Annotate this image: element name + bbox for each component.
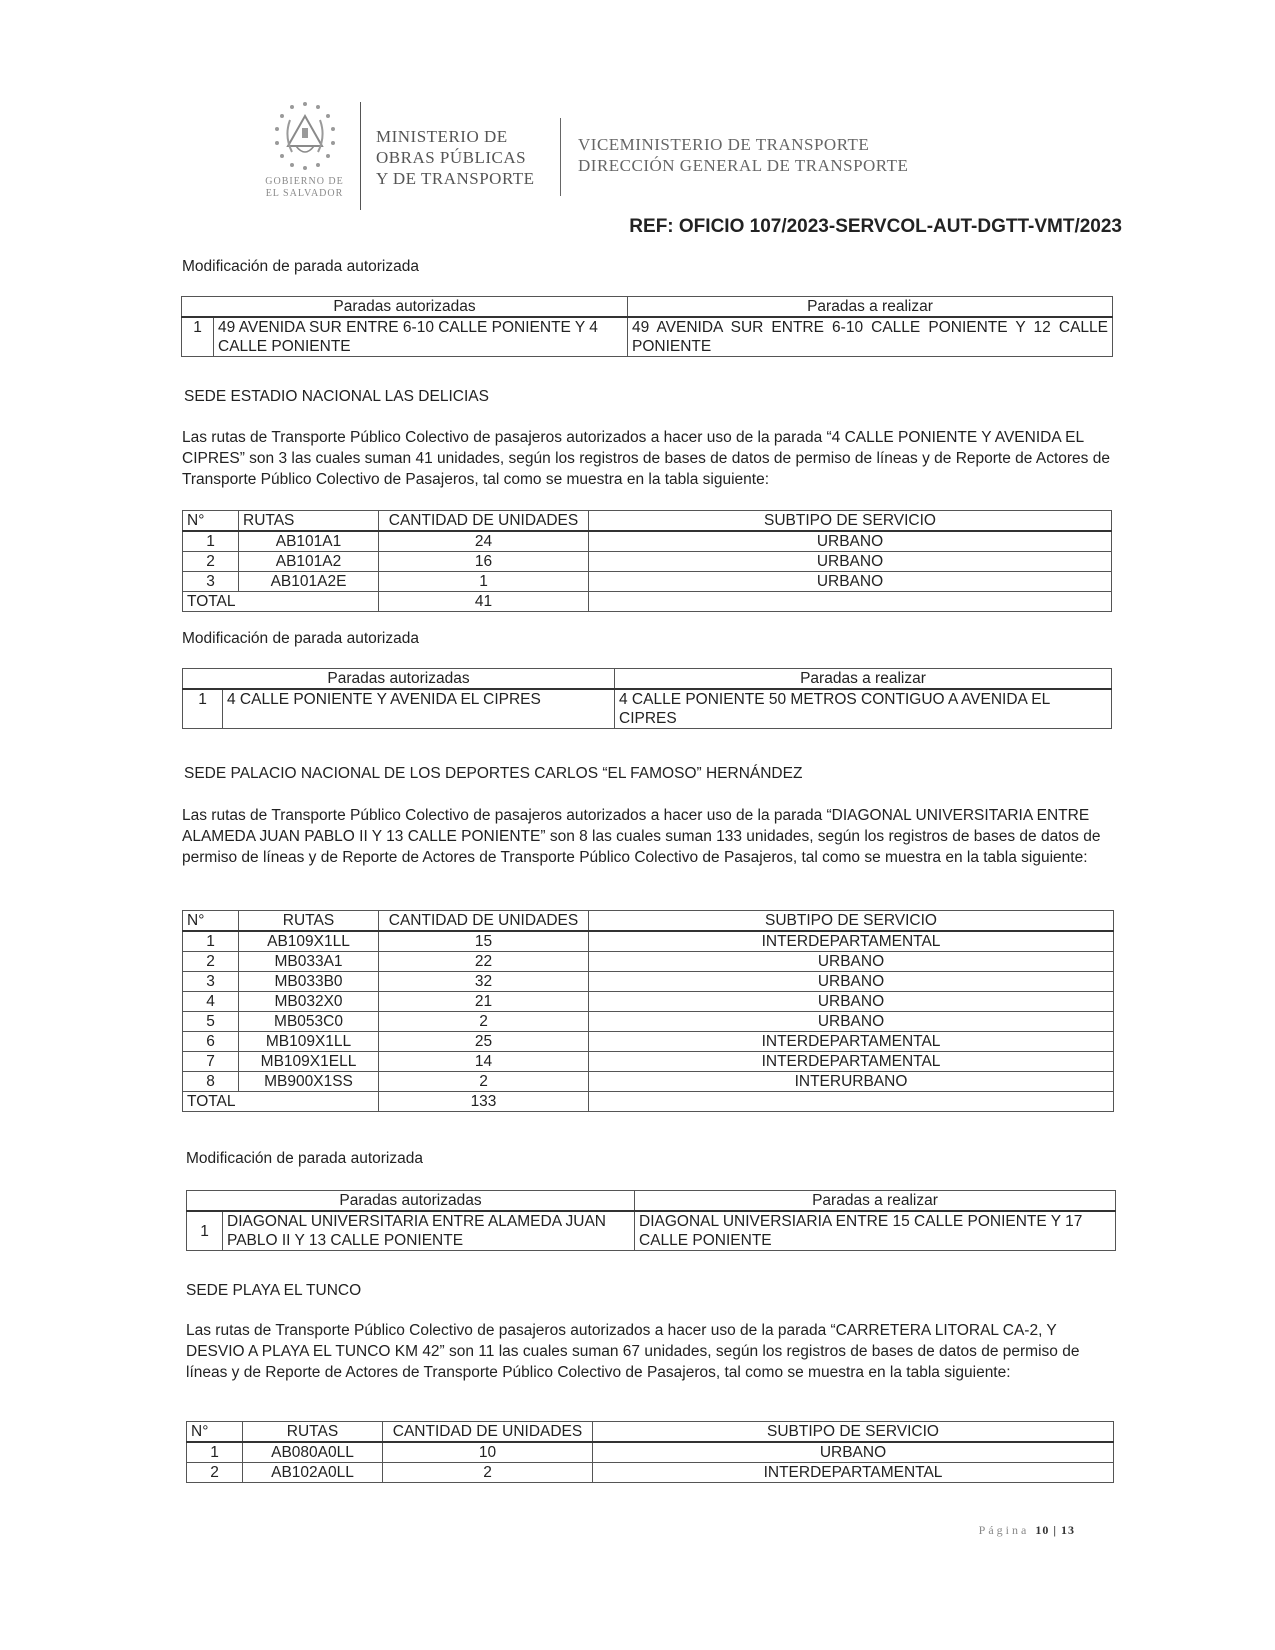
table-row (183, 972, 1114, 992)
route-code: AB080A0LL (243, 1442, 383, 1463)
ministry-name (376, 126, 535, 189)
header-authorized-stops: Paradas autorizadas (182, 297, 628, 318)
total-row (183, 592, 1112, 612)
ministry-line-3: Y DE TRANSPORTE (376, 169, 535, 188)
service-subtype: URBANO (589, 992, 1114, 1012)
authorized-stop: DIAGONAL UNIVERSITARIA ENTRE ALAMEDA JUAN PABLO II Y 13 CALLE PONIENTE (223, 1211, 635, 1251)
unit-count: 22 (379, 952, 589, 972)
unit-count: 21 (379, 992, 589, 1012)
service-subtype: URBANO (589, 1012, 1114, 1032)
header-subtype: SUBTIPO DE SERVICIO (589, 911, 1114, 932)
page-number (979, 1523, 1075, 1538)
unit-count: 2 (383, 1463, 593, 1483)
stop-number: 1 (187, 1211, 223, 1251)
table-row (183, 931, 1114, 952)
header-authorized-stops: Paradas autorizadas (187, 1191, 635, 1212)
section-paragraph: Las rutas de Transporte Público Colectivo de pasajeros autorizados a hacer uso de la parada “DIAGONAL UNIVERSITARIA ENTRE ALAMEDA JUAN PABLO II Y 13 CALLE PONIENTE” son 8 las cuales suman 133 unidades, según los registros de bases de datos de permiso de líneas y de Reporte de Actores de Transporte Público Colectivo de Pasajeros, tal como se muestra en la tabla siguiente: (182, 807, 1101, 866)
service-subtype: INTERDEPARTAMENTAL (589, 1032, 1114, 1052)
government-seal-icon (262, 96, 348, 186)
route-code: AB109X1LL (239, 931, 379, 952)
route-code: AB101A2E (239, 572, 379, 592)
gov-label-line-1: GOBIERNO DE (265, 176, 344, 187)
row-number: 2 (183, 552, 239, 572)
stop-number: 1 (182, 317, 214, 357)
total-units: 41 (379, 592, 589, 612)
row-number: 1 (183, 931, 239, 952)
row-number: 3 (183, 572, 239, 592)
table-row (187, 1442, 1114, 1463)
stop-to-do: 49 AVENIDA SUR ENTRE 6-10 CALLE PONIENTE Y 12 CALLE PONIENTE (628, 317, 1113, 357)
authorized-stop: 4 CALLE PONIENTE Y AVENIDA EL CIPRES (223, 689, 615, 729)
row-number: 2 (187, 1463, 243, 1483)
row-number: 2 (183, 952, 239, 972)
service-subtype: URBANO (589, 972, 1114, 992)
unit-count: 32 (379, 972, 589, 992)
table-row (183, 531, 1112, 552)
section-title: SEDE ESTADIO NACIONAL LAS DELICIAS (184, 388, 489, 405)
stop-modification-table (182, 668, 1112, 729)
route-code: AB101A1 (239, 531, 379, 552)
stop-to-do: 4 CALLE PONIENTE 50 METROS CONTIGUO A AVENIDA EL CIPRES (615, 689, 1112, 729)
header-number: N° (183, 911, 239, 932)
service-subtype: URBANO (589, 552, 1112, 572)
viceministry-line-1: VICEMINISTERIO DE TRANSPORTE (578, 135, 870, 154)
table-row (183, 1032, 1114, 1052)
row-number: 1 (183, 531, 239, 552)
route-code: MB900X1SS (239, 1072, 379, 1092)
route-code: MB033B0 (239, 972, 379, 992)
unit-count: 14 (379, 1052, 589, 1072)
row-number: 1 (187, 1442, 243, 1463)
header-number: N° (187, 1422, 243, 1443)
routes-table (186, 1421, 1114, 1483)
table-row (183, 992, 1114, 1012)
service-subtype: URBANO (589, 572, 1112, 592)
total-label: TOTAL (183, 1092, 379, 1112)
route-code: MB032X0 (239, 992, 379, 1012)
table-row (183, 1052, 1114, 1072)
service-subtype: INTERDEPARTAMENTAL (589, 1052, 1114, 1072)
modification-heading: Modificación de parada autorizada (186, 1150, 423, 1167)
service-subtype: INTERDEPARTAMENTAL (589, 931, 1114, 952)
unit-count: 16 (379, 552, 589, 572)
section-title: SEDE PALACIO NACIONAL DE LOS DEPORTES CARLOS “EL FAMOSO” HERNÁNDEZ (184, 765, 803, 782)
service-subtype: URBANO (589, 531, 1112, 552)
row-number: 6 (183, 1032, 239, 1052)
table-row (183, 1072, 1114, 1092)
route-code: MB109X1LL (239, 1032, 379, 1052)
table-row (183, 572, 1112, 592)
page-label: Página (978, 1523, 1030, 1537)
header-routes: RUTAS (243, 1422, 383, 1443)
gov-label-line-2: EL SALVADOR (265, 188, 344, 199)
header-stops-to-do: Paradas a realizar (635, 1191, 1116, 1212)
row-number: 8 (183, 1072, 239, 1092)
total-units: 133 (379, 1092, 589, 1112)
header-units: CANTIDAD DE UNIDADES (379, 511, 589, 532)
total-row (183, 1092, 1114, 1112)
unit-count: 1 (379, 572, 589, 592)
stop-modification-table (181, 296, 1113, 357)
header-subtype: SUBTIPO DE SERVICIO (593, 1422, 1114, 1443)
service-subtype: URBANO (589, 952, 1114, 972)
service-subtype: INTERDEPARTAMENTAL (593, 1463, 1114, 1483)
route-code: MB109X1ELL (239, 1052, 379, 1072)
stop-to-do: DIAGONAL UNIVERSIARIA ENTRE 15 CALLE PONIENTE Y 17 CALLE PONIENTE (635, 1211, 1116, 1251)
header-subtype: SUBTIPO DE SERVICIO (589, 511, 1112, 532)
ministry-line-2: OBRAS PÚBLICAS (376, 148, 527, 167)
section-title: SEDE PLAYA EL TUNCO (186, 1282, 362, 1299)
table-row (183, 1012, 1114, 1032)
header-units: CANTIDAD DE UNIDADES (383, 1422, 593, 1443)
row-number: 3 (183, 972, 239, 992)
header-stops-to-do: Paradas a realizar (628, 297, 1113, 318)
unit-count: 25 (379, 1032, 589, 1052)
route-code: AB102A0LL (243, 1463, 383, 1483)
header-stops-to-do: Paradas a realizar (615, 669, 1112, 690)
section-paragraph: Las rutas de Transporte Público Colectivo de pasajeros autorizados a hacer uso de la parada “CARRETERA LITORAL CA-2, Y DESVIO A PLAYA EL TUNCO KM 42” son 11 las cuales suman 67 unidades, según los registros de bases de datos de permiso de líneas y de Reporte de Actores de Transporte Público Colectivo de Pasajeros, tal como se muestra en la tabla siguiente: (186, 1322, 1080, 1381)
section-paragraph: Las rutas de Transporte Público Colectivo de pasajeros autorizados a hacer uso de la parada “4 CALLE PONIENTE Y AVENIDA EL CIPRES” son 3 las cuales suman 41 unidades, según los registros de bases de datos de permiso de líneas y de Reporte de Actores de Transporte Público Colectivo de Pasajeros, tal como se muestra en la tabla siguiente: (182, 429, 1110, 488)
route-code: MB053C0 (239, 1012, 379, 1032)
header-divider (360, 102, 361, 210)
unit-count: 2 (379, 1072, 589, 1092)
authorized-stop: 49 AVENIDA SUR ENTRE 6-10 CALLE PONIENTE Y 4 CALLE PONIENTE (214, 317, 628, 357)
routes-table (182, 510, 1112, 612)
service-subtype: URBANO (593, 1442, 1114, 1463)
stop-modification-table (186, 1190, 1116, 1251)
row-number: 4 (183, 992, 239, 1012)
unit-count: 24 (379, 531, 589, 552)
header-routes: RUTAS (239, 911, 379, 932)
directorate-line: DIRECCIÓN GENERAL DE TRANSPORTE (578, 156, 909, 175)
unit-count: 2 (379, 1012, 589, 1032)
row-number: 5 (183, 1012, 239, 1032)
header-routes: RUTAS (239, 511, 379, 532)
table-row (187, 1463, 1114, 1483)
routes-table (182, 910, 1114, 1112)
header-units: CANTIDAD DE UNIDADES (379, 911, 589, 932)
reference-number: REF: OFICIO 107/2023-SERVCOL-AUT-DGTT-VMT/2023 (629, 216, 1122, 237)
route-code: AB101A2 (239, 552, 379, 572)
modification-heading: Modificación de parada autorizada (182, 258, 419, 275)
header-number: N° (183, 511, 239, 532)
stop-number: 1 (183, 689, 223, 729)
viceministry-name (578, 134, 908, 176)
unit-count: 10 (383, 1442, 593, 1463)
government-label (257, 176, 352, 200)
total-label: TOTAL (183, 592, 379, 612)
service-subtype: INTERURBANO (589, 1072, 1114, 1092)
page-count: 10 | 13 (1035, 1523, 1075, 1537)
table-row (183, 952, 1114, 972)
table-row (183, 552, 1112, 572)
row-number: 7 (183, 1052, 239, 1072)
header-authorized-stops: Paradas autorizadas (183, 669, 615, 690)
unit-count: 15 (379, 931, 589, 952)
ministry-line-1: MINISTERIO DE (376, 127, 508, 146)
route-code: MB033A1 (239, 952, 379, 972)
modification-heading: Modificación de parada autorizada (182, 630, 419, 647)
header-divider (560, 118, 561, 196)
